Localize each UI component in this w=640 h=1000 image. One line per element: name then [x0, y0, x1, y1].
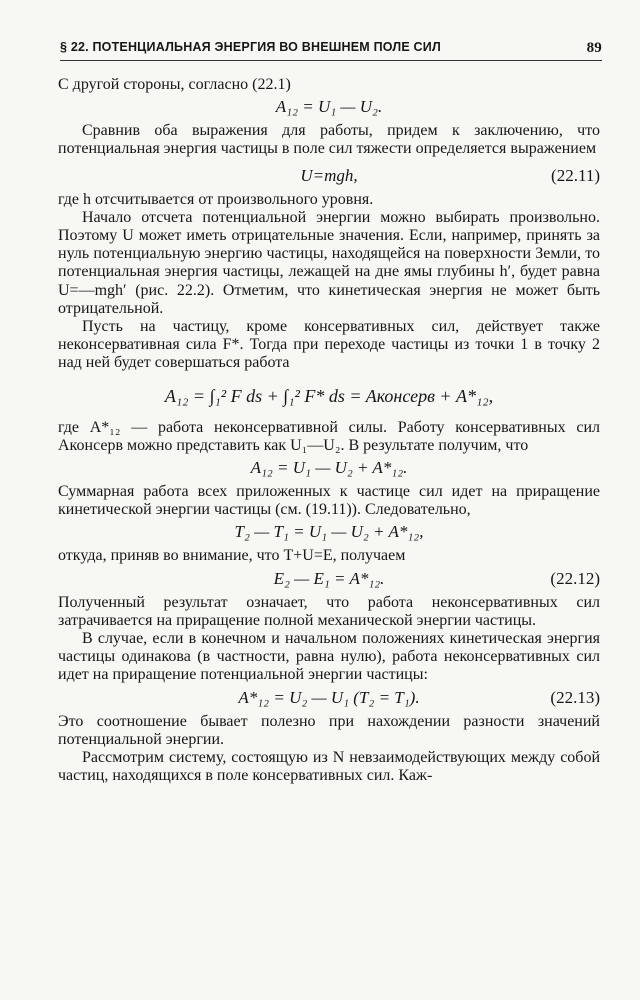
equation — [58, 165, 600, 187]
equation — [58, 687, 600, 709]
equation-number: (22.11) — [551, 165, 600, 185]
equation — [58, 568, 600, 590]
paragraph: С другой стороны, согласно (22.1) — [58, 76, 291, 93]
paragraph: где h отсчитывается от произвольного уровня. — [58, 190, 374, 208]
running-title: § 22. ПОТЕНЦИАЛЬНАЯ ЭНЕРГИЯ ВО ВНЕШНЕМ ПОЛЕ СИЛ — [60, 40, 441, 54]
paragraph: откуда, приняв во внимание, что T+U=E, получаем — [58, 547, 406, 565]
equation — [58, 96, 600, 118]
equation-number: (22.13) — [550, 687, 600, 707]
equation-text: E₂ — E₁ = A*₁₂. — [273, 568, 385, 588]
equation-text: A₁₂ = U₁ — U₂ + A*₁₂. — [250, 458, 408, 478]
equation-text: A₁₂ = ∫₁² F ds + ∫₁² F* ds = Aконсерв + A*₁₂, — [164, 385, 494, 406]
page-number: 89 — [586, 40, 602, 56]
equation-text: U=mgh, — [300, 165, 358, 185]
paragraph: Это соотношение бывает полезно при нахождении разности значений потенциальной энергии. — [58, 712, 600, 748]
equation — [58, 377, 600, 415]
paragraph: Полученный результат означает, что работа неконсервативных сил затрачивается на приращение полной механической энергии частицы. — [58, 593, 600, 629]
equation — [58, 457, 600, 479]
paragraph: Пусть на частицу, кроме консервативных сил, действует также неконсервативная сила F*. Тогда при переходе частицы из точки 1 в точку 2 над ней будет совершаться работа — [58, 318, 600, 372]
running-header — [60, 40, 602, 61]
equation — [58, 521, 600, 543]
equation-text: T₂ — T₁ = U₁ — U₂ + A*₁₂, — [234, 522, 424, 542]
paragraph: Суммарная работа всех приложенных к частице сил идет на приращение кинетической энергии частицы (см. (19.11)). Следовательно, — [58, 483, 600, 519]
paragraph: В случае, если в конечном и начальном положениях кинетическая энергия частицы одинакова (в частности, равна нулю), работа неконсервативных сил идет на приращение потенциальной энергии частицы: — [58, 630, 600, 684]
paragraph: Начало отсчета потенциальной энергии можно выбирать произвольно. Поэтому U может иметь отрицательные значения. Если, например, принять за нуль потенциальную энергию частицы, находящейся на поверхности Земли, то потенциальная энергия частицы, лежащей на дне ямы глубины h′, будет равна U=—mgh′ (рис. 22.2). Отметим, что кинетическая энергия не может быть отрицательной. — [58, 208, 600, 317]
page-body — [58, 76, 600, 785]
paragraph: Сравнив оба выражения для работы, придем к заключению, что потенциальная энергия частицы в поле сил тяжести определяется выражением — [58, 122, 600, 158]
paragraph: где A*₁₂ — работа неконсервативной силы. Работу консервативных сил Aконсерв можно представить как U₁—U₂. В результате получим, что — [58, 418, 600, 454]
equation-number: (22.12) — [550, 568, 600, 588]
equation-text: A*₁₂ = U₂ — U₁ (T₂ = T₁). — [238, 687, 420, 707]
paragraph: Рассмотрим систему, состоящую из N невзаимодействующих между собой частиц, находящихся в поле консервативных сил. Каж- — [58, 749, 600, 785]
equation-text: A₁₂ = U₁ — U₂. — [275, 97, 383, 117]
